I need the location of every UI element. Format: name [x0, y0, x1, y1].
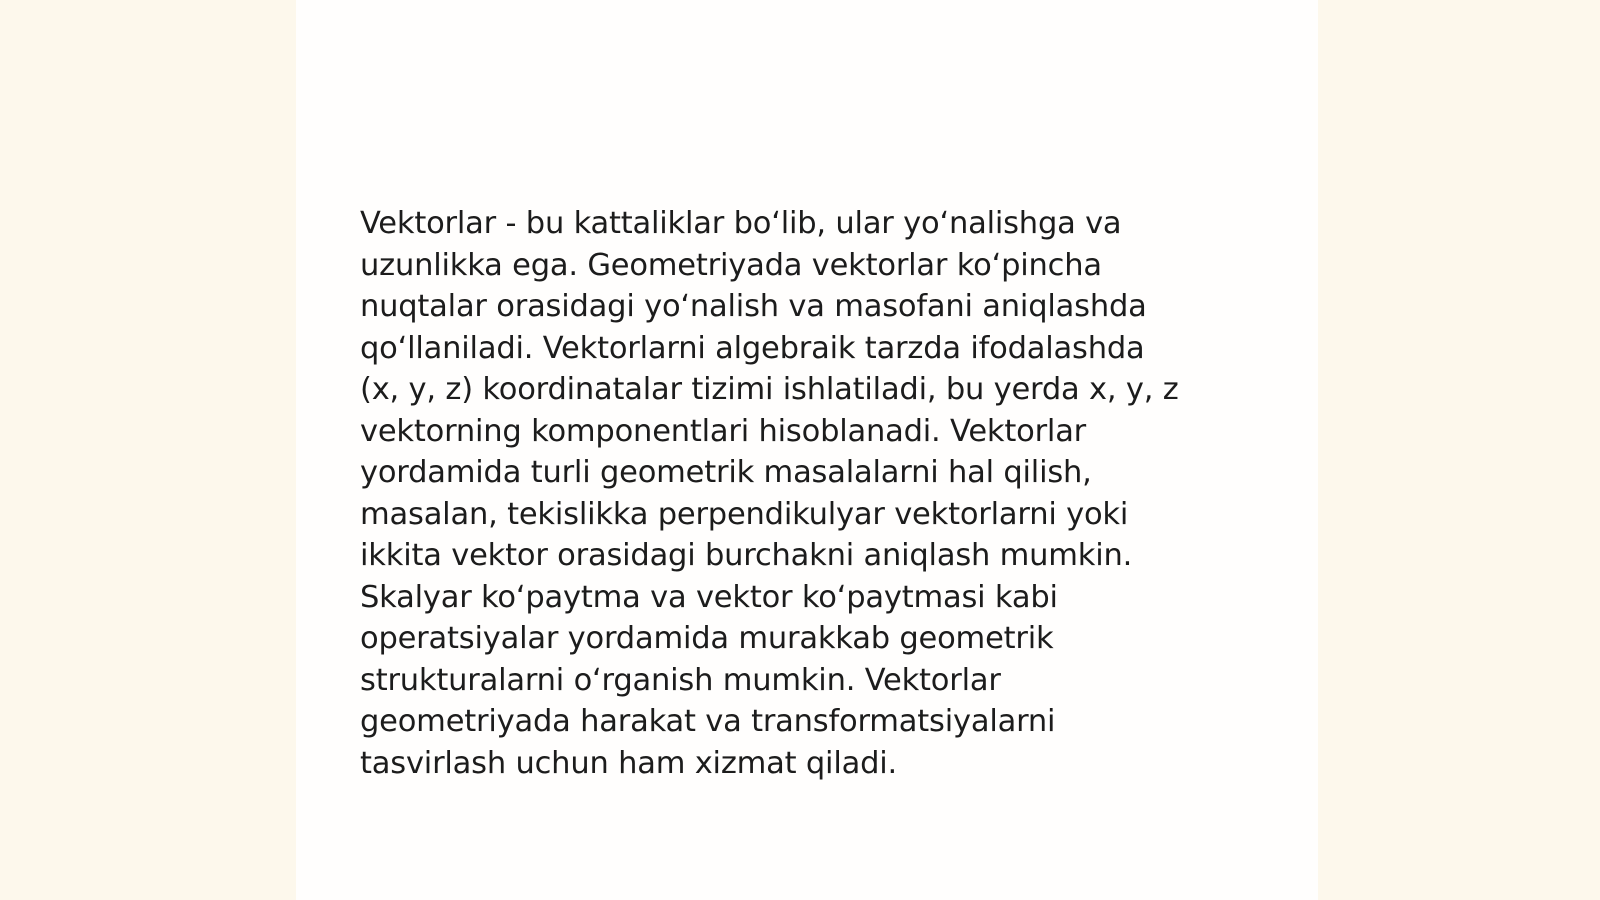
slide-body-text: Vektorlar - bu kattaliklar bo‘lib, ular yo‘nalishga va uzunlikka ega. Geometriyada vektorlar ko‘pincha nuqtalar orasidagi yo‘nalish va masofani aniqlashda qo‘llaniladi. Vektorlarni algebraik tarzda ifodalashda (x, y, z) koordinatalar tizimi ishlatiladi, bu yerda x, y, z vektorning komponentlari hisoblanadi. Vektorlar yordamida turli geometrik masalalarni hal qilish, masalan, tekislikka perpendikulyar vektorlarni yoki ikkita vektor orasidagi burchakni aniqlash mumkin. Skalyar ko‘paytma va vektor ko‘paytmasi kabi operatsiyalar yordamida murakkab geometrik strukturalarni o‘rganish mumkin. Vektorlar geometriyada harakat va transformatsiyalarni tasvirlash uchun ham xizmat qiladi. — [360, 206, 1179, 781]
slide-page — [296, 0, 1318, 900]
